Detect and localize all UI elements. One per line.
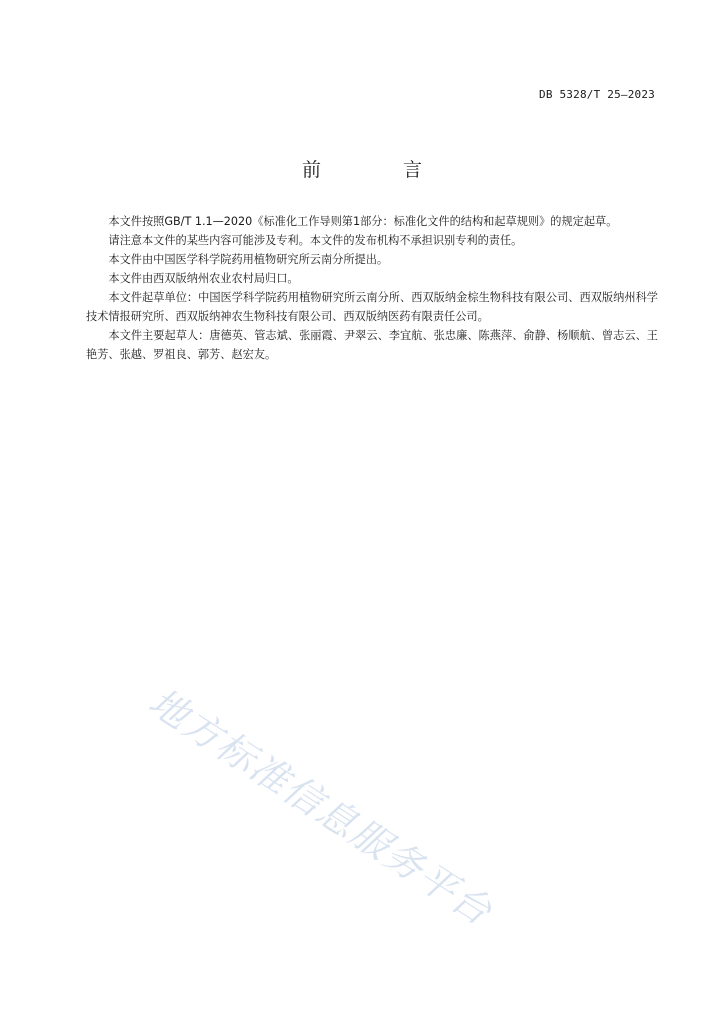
document-code: DB 5328/T 25—2023 [539,88,655,101]
paragraph-standard-basis: 本文件按照GB/T 1.1—2020《标准化工作导则第1部分：标准化文件的结构和起草规则》的规定起草。 [108,215,618,228]
foreword-body [86,212,658,364]
paragraph-administrator: 本文件由西双版纳州农业农村局归口。 [108,272,299,285]
paragraph-drafting-units: 本文件起草单位：中国医学科学院药用植物研究所云南分所、西双版纳金棕生物科技有限公司、西双版纳州科学技术情报研究所、西双版纳神农生物科技有限公司、西双版纳医药有限责任公司。 [86,291,658,323]
paragraph-drafters: 本文件主要起草人：唐德英、管志斌、张丽霞、尹翠云、李宜航、张忠廉、陈燕萍、俞静、杨顺航、曾志云、王艳芳、张越、罗祖良、郭芳、赵宏友。 [86,329,658,361]
page-title: 前 言 [301,159,461,181]
paragraph-patent-notice: 请注意本文件的某些内容可能涉及专利。本文件的发布机构不承担识别专利的责任。 [108,234,523,247]
watermark: 地方标准信息服务平台 [141,679,501,935]
paragraph-proposer: 本文件由中国医学科学院药用植物研究所云南分所提出。 [108,253,389,266]
